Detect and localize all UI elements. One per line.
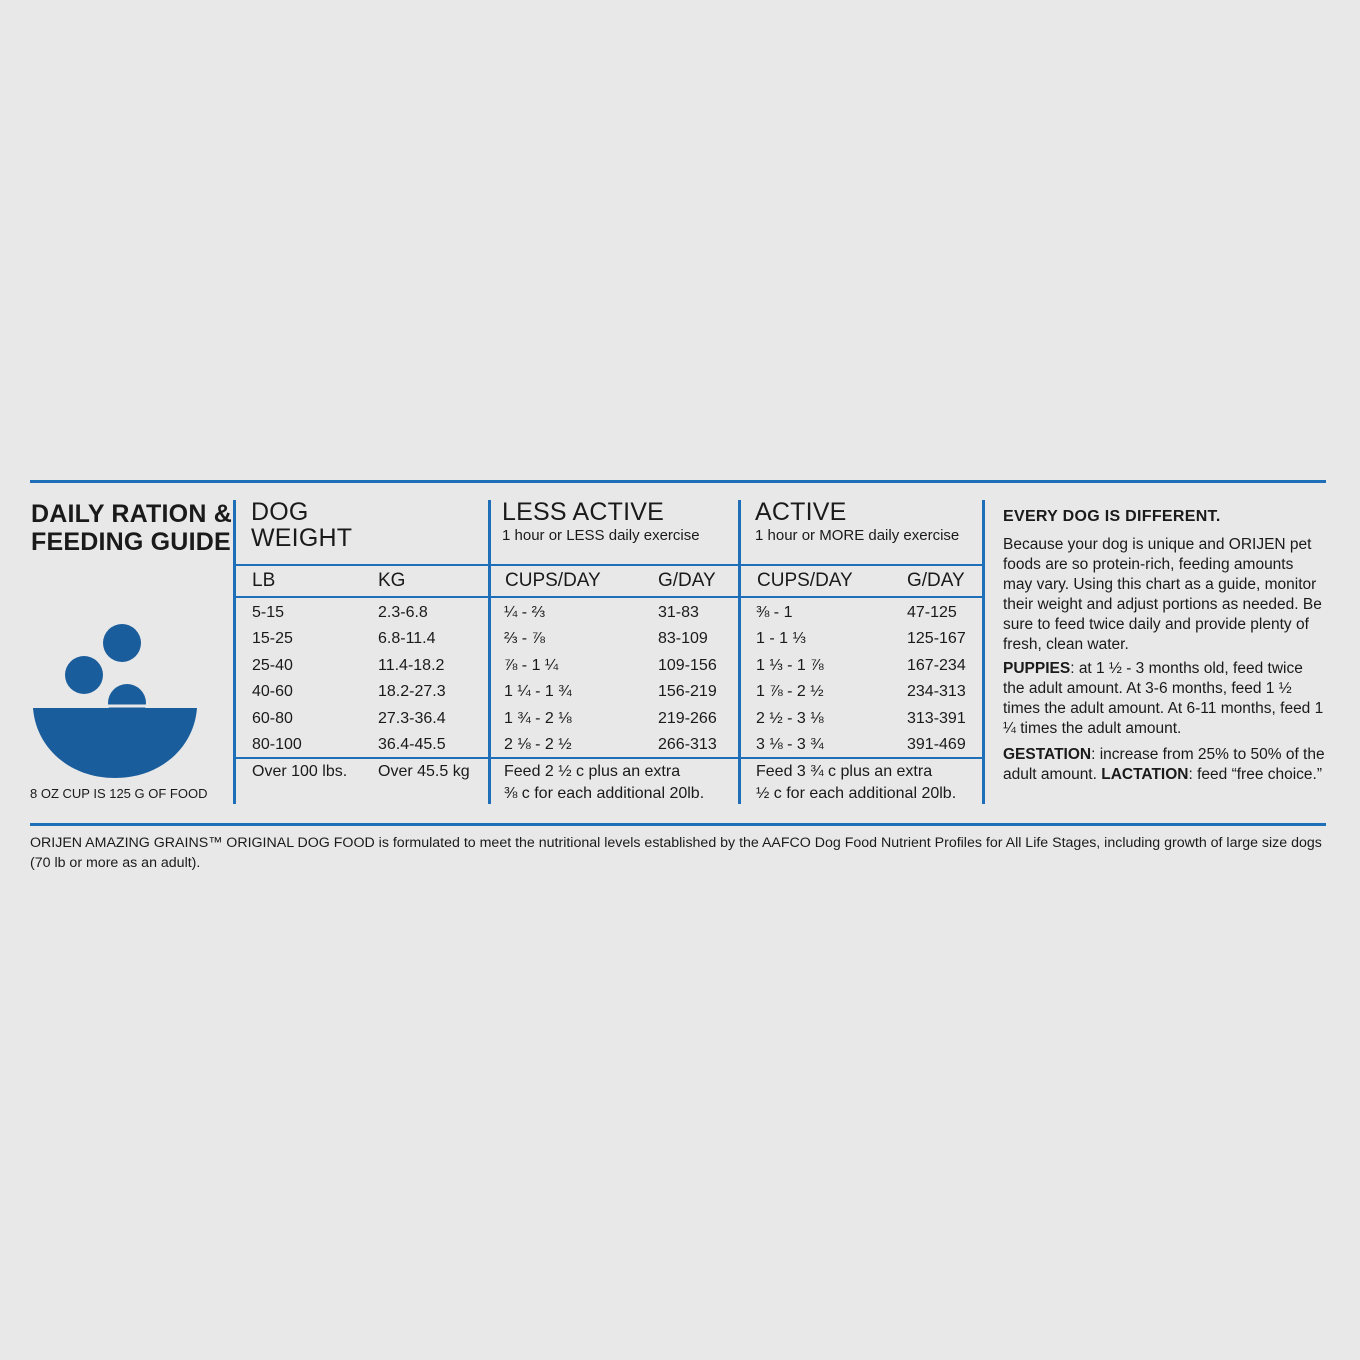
cell-a-cups: 1 ⅞ - 2 ½ bbox=[756, 683, 824, 700]
bowl-shape bbox=[33, 708, 197, 778]
less-active-subtitle: 1 hour or LESS daily exercise bbox=[502, 527, 700, 544]
cup-note: 8 OZ CUP IS 125 G OF FOOD bbox=[30, 786, 208, 801]
dog-weight-title-line1: DOG bbox=[251, 498, 309, 526]
cell-la-g: 219-266 bbox=[658, 710, 717, 727]
cell-kg: 11.4-18.2 bbox=[378, 657, 445, 674]
cell-la-g: 83-109 bbox=[658, 630, 708, 647]
cell-la-cups: 1 ¾ - 2 ⅛ bbox=[504, 710, 572, 727]
col-header-kg: KG bbox=[378, 570, 406, 591]
cell-a-g: 391-469 bbox=[907, 736, 966, 753]
guide-title-line2: FEEDING GUIDE bbox=[31, 528, 231, 556]
gestation-text: : increase from 25% to 50% of the adult amount. bbox=[1003, 746, 1325, 783]
cell-a-cups: 1 ⅓ - 1 ⅞ bbox=[756, 657, 824, 674]
footer-statement: ORIJEN AMAZING GRAINS™ ORIGINAL DOG FOOD is formulated to meet the nutritional levels established by the AAFCO Dog Food Nutrient Profiles for All Life Stages, including growth of large size dogs (70 lb or more as an adult). bbox=[30, 835, 1322, 871]
cell-kg: 27.3-36.4 bbox=[378, 710, 446, 727]
dog-weight-title-line2: WEIGHT bbox=[251, 524, 353, 552]
over-lb: Over 100 lbs. bbox=[252, 763, 348, 780]
active-subtitle: 1 hour or MORE daily exercise bbox=[755, 527, 960, 544]
col-header-lb: LB bbox=[252, 570, 276, 591]
col-header-a-g: G/DAY bbox=[907, 570, 965, 591]
over-kg: Over 45.5 kg bbox=[378, 763, 470, 780]
over-a-line2: ½ c for each additional 20lb. bbox=[756, 785, 957, 802]
cell-la-cups: ⅞ - 1 ¼ bbox=[504, 657, 559, 674]
col-header-la-g: G/DAY bbox=[658, 570, 716, 591]
cell-a-cups: ⅜ - 1 bbox=[756, 604, 793, 621]
cell-kg: 36.4-45.5 bbox=[378, 736, 446, 753]
cell-la-g: 156-219 bbox=[658, 683, 717, 700]
header-rule-bottom bbox=[236, 596, 982, 598]
header-rule-top bbox=[236, 564, 982, 566]
cell-lb: 5-15 bbox=[252, 604, 285, 621]
over-a-line1: Feed 3 ¾ c plus an extra bbox=[756, 763, 933, 780]
cell-a-cups: 2 ½ - 3 ⅛ bbox=[756, 710, 824, 727]
col-header-la-cups: CUPS/DAY bbox=[505, 570, 601, 591]
info-heading: EVERY DOG IS DIFFERENT. bbox=[1003, 508, 1221, 525]
bottom-rule bbox=[30, 823, 1326, 826]
cell-a-cups: 3 ⅛ - 3 ¾ bbox=[756, 736, 824, 753]
cell-lb: 40-60 bbox=[252, 683, 293, 700]
over-la-line1: Feed 2 ½ c plus an extra bbox=[504, 763, 681, 780]
over-rule bbox=[236, 757, 982, 759]
cell-a-g: 47-125 bbox=[907, 604, 957, 621]
kibble-circle bbox=[65, 656, 103, 694]
cell-a-g: 167-234 bbox=[907, 657, 966, 674]
cell-la-cups: ¼ - ⅔ bbox=[504, 604, 545, 621]
cell-la-cups: 2 ⅛ - 2 ½ bbox=[504, 736, 572, 753]
puppies-text: : at 1 ½ - 3 months old, feed twice the adult amount. At 3-6 months, feed 1 ½ times the adult amount. At 6-11 months, feed 1 ¼ times the adult amount. bbox=[1003, 660, 1324, 737]
cell-la-g: 109-156 bbox=[658, 657, 717, 674]
over-la-line2: ⅜ c for each additional 20lb. bbox=[504, 785, 705, 802]
cell-lb: 80-100 bbox=[252, 736, 302, 753]
cell-a-g: 125-167 bbox=[907, 630, 966, 647]
cell-kg: 18.2-27.3 bbox=[378, 683, 446, 700]
puppies-paragraph bbox=[1003, 659, 1325, 739]
cell-lb: 15-25 bbox=[252, 630, 293, 647]
kibble-circle bbox=[103, 624, 141, 662]
guide-title-line1: DAILY RATION & bbox=[31, 500, 232, 528]
cell-lb: 25-40 bbox=[252, 657, 293, 674]
cell-a-g: 234-313 bbox=[907, 683, 966, 700]
puppies-label: PUPPIES bbox=[1003, 660, 1071, 677]
cell-la-cups: 1 ¼ - 1 ¾ bbox=[504, 683, 572, 700]
active-title: ACTIVE bbox=[755, 498, 847, 526]
gestation-label: GESTATION bbox=[1003, 746, 1092, 763]
cell-lb: 60-80 bbox=[252, 710, 293, 727]
cell-a-cups: 1 - 1 ⅓ bbox=[756, 630, 806, 647]
col-header-a-cups: CUPS/DAY bbox=[757, 570, 853, 591]
lactation-text: : feed “free choice.” bbox=[1188, 766, 1323, 783]
less-active-title: LESS ACTIVE bbox=[502, 498, 664, 526]
cell-la-g: 31-83 bbox=[658, 604, 699, 621]
lactation-label: LACTATION bbox=[1101, 766, 1189, 783]
divider-4 bbox=[982, 500, 985, 804]
cell-a-g: 313-391 bbox=[907, 710, 966, 727]
cell-kg: 6.8-11.4 bbox=[378, 630, 436, 647]
cell-la-g: 266-313 bbox=[658, 736, 717, 753]
info-paragraph: Because your dog is unique and ORIJEN pet foods are so protein-rich, feeding amounts may vary. Using this chart as a guide, monitor their weight and adjust portions as needed. Be sure to feed twice daily and provide plenty of fresh, clean water. bbox=[1003, 536, 1322, 653]
gestation-paragraph bbox=[1003, 745, 1325, 785]
top-rule bbox=[30, 480, 1326, 483]
cell-la-cups: ⅔ - ⅞ bbox=[504, 630, 545, 647]
cell-kg: 2.3-6.8 bbox=[378, 604, 428, 621]
food-bowl-icon bbox=[30, 620, 200, 782]
